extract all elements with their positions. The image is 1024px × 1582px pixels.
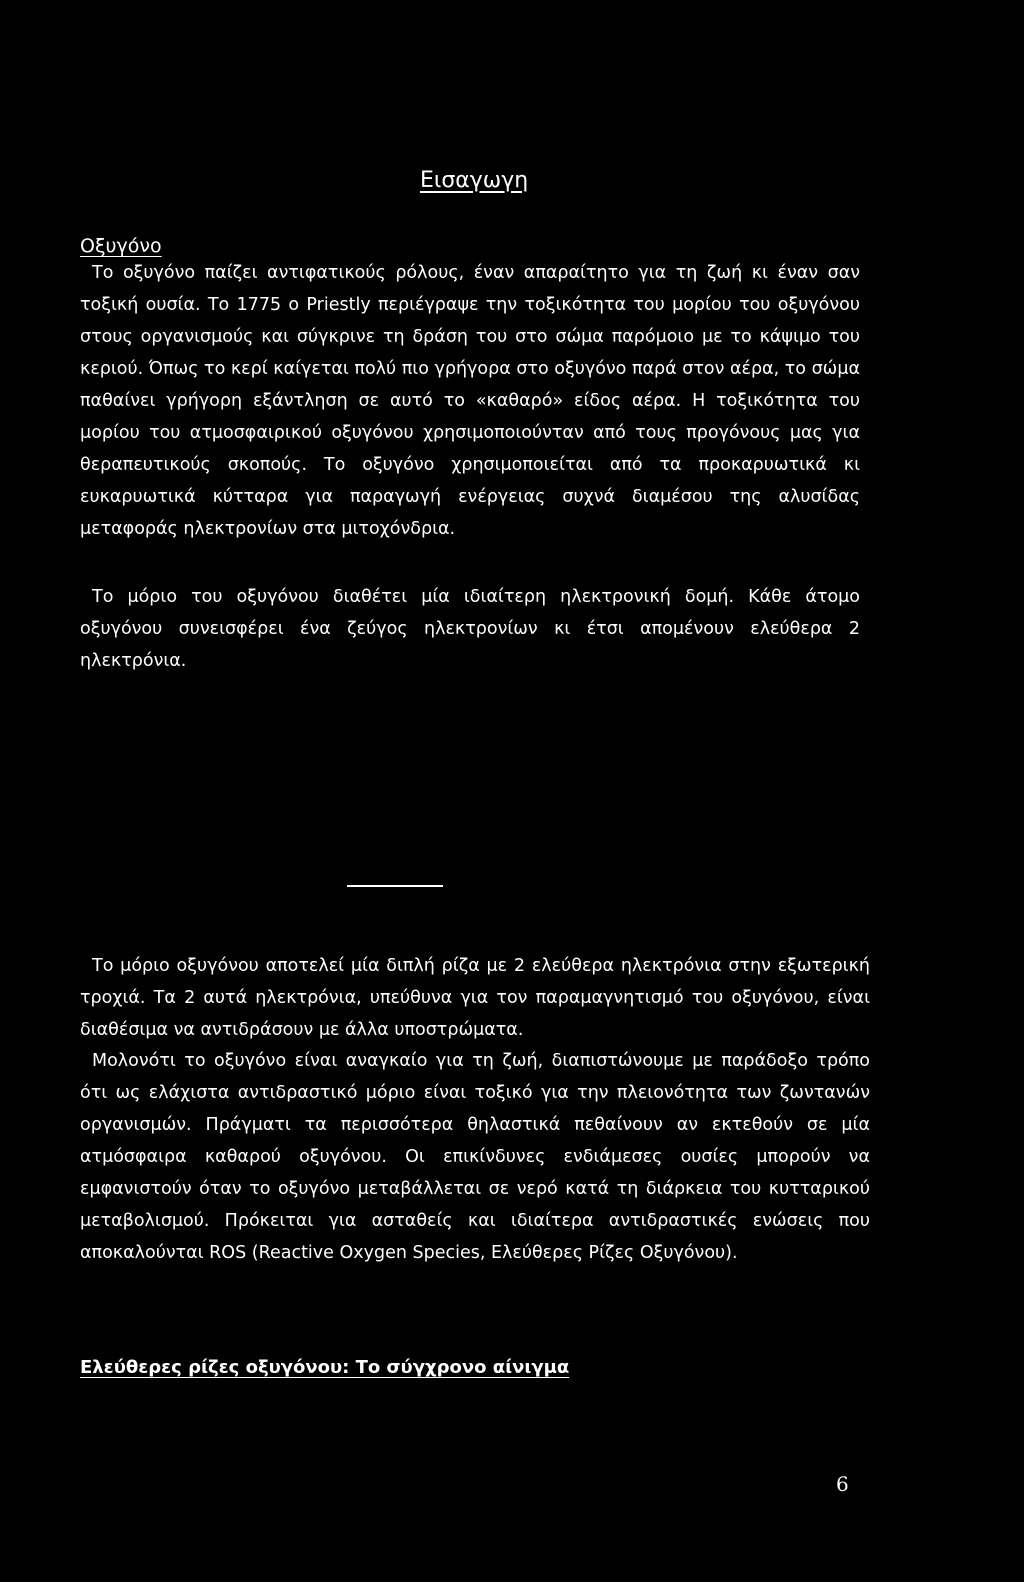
paragraph-toxicity: Μολονότι το οξυγόνο είναι αναγκαίο για τη ζωή, διαπιστώνουμε με παράδοξο τρόπο ότι ως ελάχιστα αντιδραστικό μόριο είναι τοξικό για την πλειονότητα των ζωντανών οργανισμών. Πράγματι τα περισσότερα θηλαστικά πεθαίνουν αν εκτεθούν σε μία ατμόσφαιρα καθαρού οξυγόνου. Οι επικίνδυνες ενδιάμεσες ουσίες μπορούν να εμφανιστούν όταν το οξυγόνο μεταβάλλεται σε νερό κατά τη διάρκεια του κυτταρικού μεταβολισμού. Πρόκειται για ασταθείς και ιδιαίτερα αντιδραστικές ενώσεις που αποκαλούνται ROS (Reactive Oxygen Species, Ελεύθερες Ρίζες Οξυγόνου). <box>80 1051 870 1263</box>
page-number: 6 <box>836 1472 849 1496</box>
paragraph-intro: Το οξυγόνο παίζει αντιφατικούς ρόλους, έναν απαραίτητο για τη ζωή κι έναν σαν τοξική ουσία. Το 1775 ο Priestly περιέγραψε την τοξικότητα του μορίου του οξυγόνου στους οργανισμούς και σύγκρινε τη δράση του στο σώμα παρόμοιο με το κάψιμο του κεριού. Όπως το κερί καίγεται πολύ πιο γρήγορα στο οξυγόνο παρά στον αέρα, το σώμα παθαίνει γρήγορη εξάντληση σε αυτό το «καθαρό» είδος αέρα. Η τοξικότητα του μορίου του ατμοσφαιρικού οξυγόνου χρησιμοποιούνταν από τους προγόνους μας για θεραπευτικούς σκοπούς. Το οξυγόνο χρησιμοποιείται από τα προκαρυωτικά κι ευκαρυωτικά κύτταρα για παραγωγή ενέργειας συχνά διαμέσου της αλυσίδας μεταφοράς ηλεκτρονίων στα μιτοχόνδρια. <box>80 263 860 539</box>
subheading-oxygen: Οξυγόνο <box>80 235 162 257</box>
footnote-divider <box>347 885 443 887</box>
paragraph-molecule-structure: Το μόριο του οξυγόνου διαθέτει μία ιδιαίτερη ηλεκτρονική δομή. Κάθε άτομο οξυγόνου συνεισφέρει ένα ζεύγος ηλεκτρονίων κι έτσι απομένουν ελεύθερα 2 ηλεκτρόνια. <box>80 587 860 671</box>
page-heading: Εισαγωγη <box>420 168 529 193</box>
paragraph-diradical: Το μόριο οξυγόνου αποτελεί μία διπλή ρίζα με 2 ελεύθερα ηλεκτρόνια στην εξωτερική τροχιά. Τα 2 αυτά ηλεκτρόνια, υπεύθυνα για τον παραμαγνητισμό του οξυγόνου, είναι διαθέσιμα να αντιδράσουν με άλλα υποστρώματα. <box>80 956 870 1040</box>
section-title-free-radicals: Ελεύθερες ρίζες οξυγόνου: Το σύγχρονο αίνιγμα <box>80 1357 570 1378</box>
